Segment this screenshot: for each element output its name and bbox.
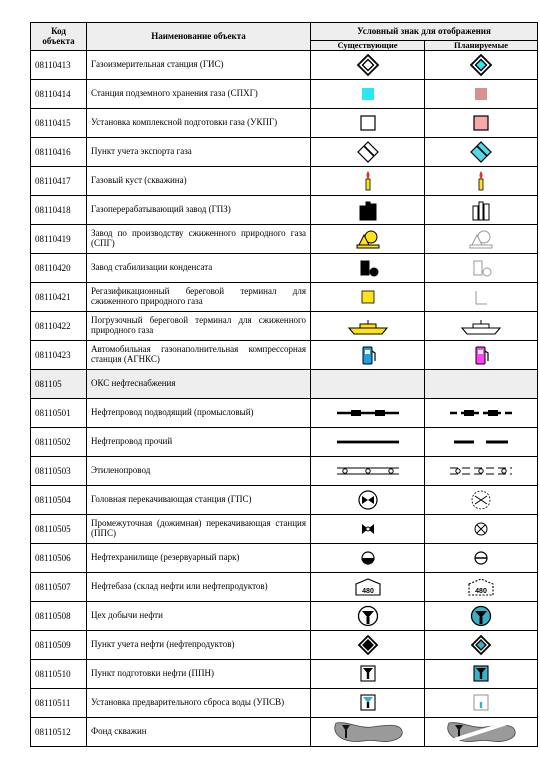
symbols-table xyxy=(30,22,538,747)
loading-terminal-ship-icon xyxy=(429,314,533,338)
symbol-existing xyxy=(311,486,425,515)
object-code: 08110415 xyxy=(31,109,87,138)
table-row xyxy=(31,167,538,196)
object-name: ОКС нефтеснабжения xyxy=(87,370,311,399)
header-name: Наименование объекта xyxy=(87,23,311,51)
symbol-existing xyxy=(311,399,425,428)
object-name: Нефтепровод прочий xyxy=(87,428,311,457)
object-name: Фонд скважин xyxy=(87,718,311,747)
oil-production-icon xyxy=(429,604,533,628)
well-fund-area-icon xyxy=(315,719,420,745)
symbol-planned xyxy=(425,486,538,515)
table-row xyxy=(31,457,538,486)
well-fund-area-icon xyxy=(429,719,533,745)
object-code: 08110417 xyxy=(31,167,87,196)
table-row xyxy=(31,631,538,660)
object-name: Этиленопровод xyxy=(87,457,311,486)
object-code: 08110509 xyxy=(31,631,87,660)
symbol-planned xyxy=(425,428,538,457)
table-row xyxy=(31,138,538,167)
symbol-planned xyxy=(425,138,538,167)
symbol-existing xyxy=(311,225,425,254)
object-name: Завод стабилизации конденсата xyxy=(87,254,311,283)
object-name: Пункт учета нефти (нефтепродуктов) xyxy=(87,631,311,660)
table-body xyxy=(31,51,538,747)
table-row xyxy=(31,51,538,80)
symbol-planned xyxy=(425,312,538,341)
symbol-planned xyxy=(425,602,538,631)
condensate-plant-icon xyxy=(315,256,420,280)
striped-diamond-icon xyxy=(429,140,533,164)
symbol-planned xyxy=(425,196,538,225)
regas-terminal-icon xyxy=(315,285,420,309)
symbol-planned xyxy=(425,573,538,602)
symbol-planned xyxy=(425,109,538,138)
symbol-planned xyxy=(425,225,538,254)
symbol-planned xyxy=(425,51,538,80)
symbol-existing xyxy=(311,138,425,167)
object-name: Погрузочный береговой терминал для сжиженного природного газа xyxy=(87,312,311,341)
object-name: Газовый куст (скважина) xyxy=(87,167,311,196)
header-code: Код объекта xyxy=(31,23,87,51)
booster-pump-station-icon xyxy=(429,517,533,541)
object-code: 08110510 xyxy=(31,660,87,689)
symbol-planned xyxy=(425,399,538,428)
gas-well-flame-icon xyxy=(315,169,420,193)
lng-plant-icon xyxy=(315,227,420,251)
object-code: 08110501 xyxy=(31,399,87,428)
fuel-pump-icon xyxy=(315,343,420,367)
symbol-planned xyxy=(425,515,538,544)
object-code: 081105 xyxy=(31,370,87,399)
object-name: Нефтебаза (склад нефти или нефтепродуктов) xyxy=(87,573,311,602)
gis-diamond-icon xyxy=(429,53,533,77)
table-row xyxy=(31,486,538,515)
symbol-planned xyxy=(425,370,538,399)
table-row xyxy=(31,660,538,689)
oil-treatment-icon xyxy=(429,662,533,686)
feeder-pipeline-icon xyxy=(315,406,420,420)
object-code: 08110422 xyxy=(31,312,87,341)
table-row xyxy=(31,283,538,312)
feeder-pipeline-icon xyxy=(429,406,533,420)
gas-plant-icon xyxy=(429,198,533,222)
object-code: 08110508 xyxy=(31,602,87,631)
symbol-existing xyxy=(311,631,425,660)
symbol-existing xyxy=(311,254,425,283)
object-name: Регазификационный береговой терминал для сжиженного природного газа xyxy=(87,283,311,312)
symbol-planned xyxy=(425,254,538,283)
table-row xyxy=(31,689,538,718)
symbol-existing xyxy=(311,718,425,747)
oil-storage-icon xyxy=(315,546,420,570)
symbol-existing xyxy=(311,51,425,80)
object-name: Газоперерабатывающий завод (ГПЗ) xyxy=(87,196,311,225)
symbol-planned xyxy=(425,341,538,370)
object-name: Промежуточная (дожимная) перекачивающая станция (ППС) xyxy=(87,515,311,544)
table-row xyxy=(31,718,538,747)
table-row xyxy=(31,428,538,457)
header-existing: Существующие xyxy=(311,41,425,51)
symbol-existing xyxy=(311,370,425,399)
object-code: 08110504 xyxy=(31,486,87,515)
table-row xyxy=(31,515,538,544)
table-row xyxy=(31,573,538,602)
symbol-existing xyxy=(311,660,425,689)
symbol-existing xyxy=(311,80,425,109)
gas-well-flame-icon xyxy=(429,169,533,193)
condensate-plant-icon xyxy=(429,256,533,280)
symbol-existing xyxy=(311,573,425,602)
object-code: 08110423 xyxy=(31,341,87,370)
symbol-existing xyxy=(311,283,425,312)
symbol-existing xyxy=(311,515,425,544)
section-row xyxy=(31,370,538,399)
fuel-pump-icon xyxy=(429,343,533,367)
symbol-planned xyxy=(425,689,538,718)
object-code: 08110419 xyxy=(31,225,87,254)
object-name: Пункт подготовки нефти (ППН) xyxy=(87,660,311,689)
table-row xyxy=(31,341,538,370)
table-row xyxy=(31,544,538,573)
oil-storage-icon xyxy=(429,546,533,570)
oil-treatment-icon xyxy=(315,662,420,686)
symbol-existing xyxy=(311,428,425,457)
water-discharge-icon xyxy=(315,691,420,715)
table-row xyxy=(31,80,538,109)
regas-terminal-icon xyxy=(429,285,533,309)
object-name: Нефтепровод подводящий (промысловый) xyxy=(87,399,311,428)
object-code: 08110418 xyxy=(31,196,87,225)
object-name: Установка предварительного сброса воды (УПСВ) xyxy=(87,689,311,718)
table-row xyxy=(31,196,538,225)
object-name: Завод по производству сжиженного природного газа (СПГ) xyxy=(87,225,311,254)
symbol-planned xyxy=(425,631,538,660)
gis-diamond-icon xyxy=(315,53,420,77)
symbol-planned xyxy=(425,80,538,109)
symbol-existing xyxy=(311,544,425,573)
object-code: 08110511 xyxy=(31,689,87,718)
striped-diamond-icon xyxy=(315,140,420,164)
spkhg-square-icon xyxy=(315,82,420,106)
symbol-existing xyxy=(311,457,425,486)
object-name: Головная перекачивающая станция (ГПС) xyxy=(87,486,311,515)
oil-metering-diamond-icon xyxy=(429,633,533,657)
object-code: 08110507 xyxy=(31,573,87,602)
table-row xyxy=(31,312,538,341)
object-code: 08110503 xyxy=(31,457,87,486)
object-code: 08110512 xyxy=(31,718,87,747)
header-planned: Планируемые xyxy=(425,41,538,51)
object-name: Газоизмерительная станция (ГИС) xyxy=(87,51,311,80)
object-code: 08110416 xyxy=(31,138,87,167)
object-name: Станция подземного хранения газа (СПХГ) xyxy=(87,80,311,109)
symbol-existing xyxy=(311,167,425,196)
table-row xyxy=(31,109,538,138)
symbol-existing xyxy=(311,602,425,631)
object-code: 08110506 xyxy=(31,544,87,573)
symbol-planned xyxy=(425,544,538,573)
object-name: Установка комплексной подготовки газа (УКПГ) xyxy=(87,109,311,138)
symbol-planned xyxy=(425,457,538,486)
object-code: 08110420 xyxy=(31,254,87,283)
head-pump-station-icon xyxy=(315,488,420,512)
table-row xyxy=(31,225,538,254)
ukpg-square-icon xyxy=(429,111,533,135)
object-name: Пункт учета экспорта газа xyxy=(87,138,311,167)
symbol-existing xyxy=(311,689,425,718)
booster-pump-station-icon xyxy=(315,517,420,541)
object-code: 08110502 xyxy=(31,428,87,457)
ethylene-pipeline-icon xyxy=(429,465,533,477)
header-symbol: Условный знак для отображения xyxy=(311,23,538,41)
ethylene-pipeline-icon xyxy=(315,465,420,477)
table-row xyxy=(31,399,538,428)
object-name: Нефтехранилище (резервуарный парк) xyxy=(87,544,311,573)
symbol-existing xyxy=(311,196,425,225)
object-code: 08110505 xyxy=(31,515,87,544)
symbol-existing xyxy=(311,109,425,138)
oil-metering-diamond-icon xyxy=(315,633,420,657)
object-code: 08110414 xyxy=(31,80,87,109)
symbol-planned xyxy=(425,167,538,196)
lng-plant-icon xyxy=(429,227,533,251)
object-name: Цех добычи нефти xyxy=(87,602,311,631)
water-discharge-icon xyxy=(429,691,533,715)
gas-plant-icon xyxy=(315,198,420,222)
object-code: 08110413 xyxy=(31,51,87,80)
table-row xyxy=(31,254,538,283)
symbol-existing xyxy=(311,312,425,341)
loading-terminal-ship-icon xyxy=(315,314,420,338)
pipeline-line-icon xyxy=(429,437,533,447)
symbol-existing xyxy=(311,341,425,370)
spkhg-square-icon xyxy=(429,82,533,106)
depot-number: 480 xyxy=(361,588,374,596)
symbol-planned xyxy=(425,660,538,689)
oil-depot-icon xyxy=(429,576,533,598)
object-code: 08110421 xyxy=(31,283,87,312)
head-pump-station-icon xyxy=(429,488,533,512)
oil-production-icon xyxy=(315,604,420,628)
oil-depot-icon xyxy=(315,576,420,598)
ukpg-square-icon xyxy=(315,111,420,135)
object-name: Автомобильная газонаполнительная компрессорная станция (АГНКС) xyxy=(87,341,311,370)
symbol-planned xyxy=(425,718,538,747)
pipeline-line-icon xyxy=(315,437,420,447)
symbol-planned xyxy=(425,283,538,312)
depot-number: 480 xyxy=(475,588,487,596)
table-row xyxy=(31,602,538,631)
